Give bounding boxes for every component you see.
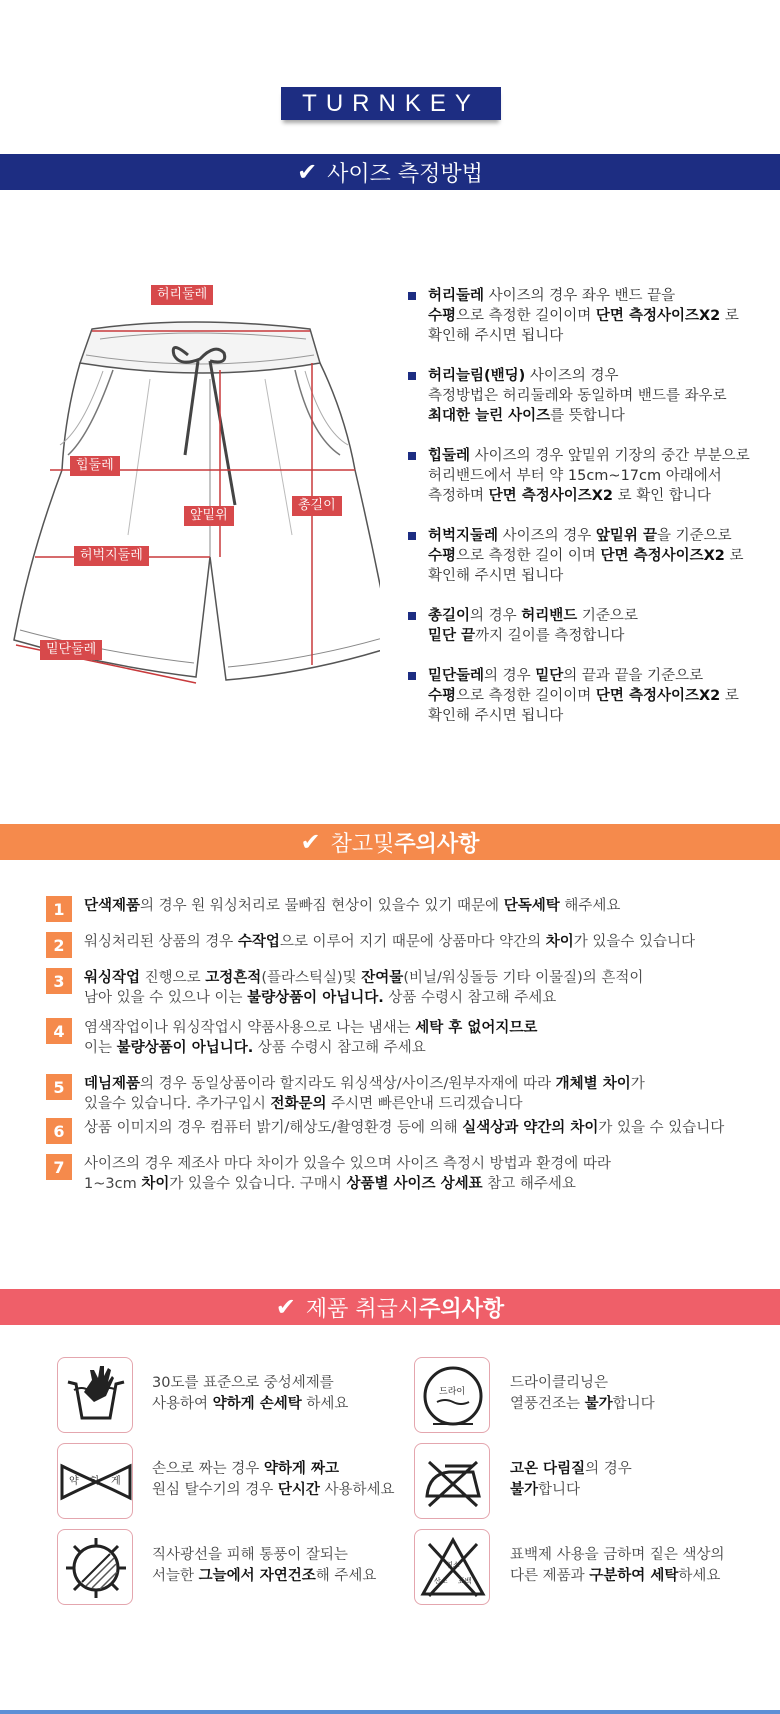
shorts-illustration [10,295,380,695]
size-item-waist: 허리둘레 사이즈의 경우 좌우 밴드 끝을 수평으로 측정한 길이이며 단면 측정사이즈X2 로 확인해 주시면 됩니다 [408,286,778,346]
shade-dry-icon [57,1529,133,1605]
bleach-text: 염소 [446,1561,460,1569]
no-bleach-icon [414,1529,490,1605]
size-item-hem: 밑단둘레의 경우 밑단의 끝과 끝을 기준으로 수평으로 측정한 길이이며 단면 측정사이즈X2 로 확인해 주시면 됩니다 [408,666,778,726]
dry-clean-icon [414,1357,490,1433]
note-item: 1 단색제품의 경우 원 워싱처리로 물빠짐 현상이 있을수 있기 때문에 단독세탁 해주세요 [46,896,766,922]
care-text-hand-wash: 30도를 표준으로 중성세제를 사용하여 약하게 손세탁 하세요 [152,1375,349,1412]
note-number: 4 [46,1018,72,1044]
wring-char: 하 [90,1476,100,1487]
label-hem: 밑단둘레 [40,640,102,660]
bleach-text: 산소 [434,1577,448,1585]
note-item: 6 상품 이미지의 경우 컴퓨터 밝기/해상도/촬영환경 등에 의해 실색상과 약간의 차이가 있을 수 있습니다 [46,1118,766,1144]
note-number: 3 [46,968,72,994]
size-section-title: 사이즈 측정방법 [327,161,483,187]
note-number: 7 [46,1154,72,1180]
size-section-header [0,154,780,190]
label-hip: 힙둘레 [70,456,120,476]
size-item-thigh: 허벅지둘레 사이즈의 경우 앞밑위 끝을 기준으로 수평으로 측정한 길이 이며 단면 측정사이즈X2 로 확인해 주시면 됩니다 [408,526,778,586]
care-text-shade-dry: 직사광선을 피해 통풍이 잘되는 서늘한 그늘에서 자연건조해 주세요 [152,1547,377,1584]
label-waist: 허리둘레 [151,285,213,305]
care-text-bleach: 표백제 사용을 금하며 짙은 색상의 다른 제품과 구분하여 세탁하세요 [510,1547,725,1584]
note-item: 3 워싱작업 진행으로 고정흔적(플라스틱실)및 잔여물(비닐/워싱돌등 기타 이물질)의 흔적이 남아 있을 수 있으나 이는 불량상품이 아닙니다. 상품 수령시 참고해 주세요 [46,968,766,1008]
label-rise: 앞밑위 [184,506,234,526]
care-text-iron: 고온 다림질의 경우 불가합니다 [510,1461,632,1498]
gentle-wring-icon [57,1443,133,1519]
note-number: 1 [46,896,72,922]
care-section-header [0,1289,780,1325]
care-section-title-bold: 주의사항 [419,1296,505,1322]
wring-char: 약 [69,1476,79,1487]
size-item-hip: 힙둘레 사이즈의 경우 앞밑위 기장의 중간 부분으로 허리밴드에서 부터 약 15cm~17cm 아래에서 측정하며 단면 측정사이즈X2 로 확인 합니다 [408,446,778,506]
care-text-wring: 손으로 짜는 경우 약하게 짜고 원심 탈수기의 경우 단시간 사용하세요 [152,1461,395,1498]
size-item-length: 총길이의 경우 허리밴드 기준으로 밑단 끝까지 길이를 측정합니다 [408,606,778,646]
dry-clean-icon-text: 드라이 [439,1387,466,1397]
note-item: 5 데님제품의 경우 동일상품이라 할지라도 워싱색상/사이즈/원부자재에 따라 개체별 차이가 있을수 있습니다. 추가구입시 전화문의 주시면 빠른안내 드리겠습니다 [46,1074,766,1114]
check-icon: ✔ [275,1293,296,1321]
note-item: 2 워싱처리된 상품의 경우 수작업으로 이루어 지기 때문에 상품마다 약간의 차이가 있을수 있습니다 [46,932,766,958]
note-item: 4 염색작업이나 워싱작업시 약품사용으로 나는 냄새는 세탁 후 없어지므로 이는 불량상품이 아닙니다. 상품 수령시 참고해 주세요 [46,1018,766,1058]
care-text-dry-clean: 드라이클리닝은 열풍건조는 불가합니다 [510,1375,655,1412]
label-thigh: 허벅지둘레 [74,546,149,566]
check-icon: ✔ [297,158,318,186]
bottom-divider [0,1710,780,1714]
notes-section-header [0,824,780,860]
bleach-text: 표백 [458,1577,472,1585]
care-section-title-normal: 제품 취급시 [305,1296,420,1322]
notes-section-title-bold: 주의사항 [394,831,480,857]
wring-char: 게 [111,1476,121,1487]
size-method-list [408,286,778,746]
note-item: 7 사이즈의 경우 제조사 마다 차이가 있을수 있으며 사이즈 측정시 방법과 환경에 따라 1~3cm 차이가 있을수 있습니다. 구매시 상품별 사이즈 상세표 참고 해주세요 [46,1154,766,1194]
size-item-waist-stretch: 허리늘림(밴딩) 사이즈의 경우 측정방법은 허리둘레와 동일하며 밴드를 좌우로 최대한 늘린 사이즈를 뜻합니다 [408,366,778,426]
notes-section-title-normal: 참고및 [330,831,395,857]
no-iron-icon [414,1443,490,1519]
brand-logo: TURNKEY [281,87,501,120]
hand-wash-icon [57,1357,133,1433]
note-number: 2 [46,932,72,958]
check-icon: ✔ [300,828,321,856]
note-number: 5 [46,1074,72,1100]
label-length: 총길이 [292,496,342,516]
shorts-diagram [10,287,380,695]
note-number: 6 [46,1118,72,1144]
